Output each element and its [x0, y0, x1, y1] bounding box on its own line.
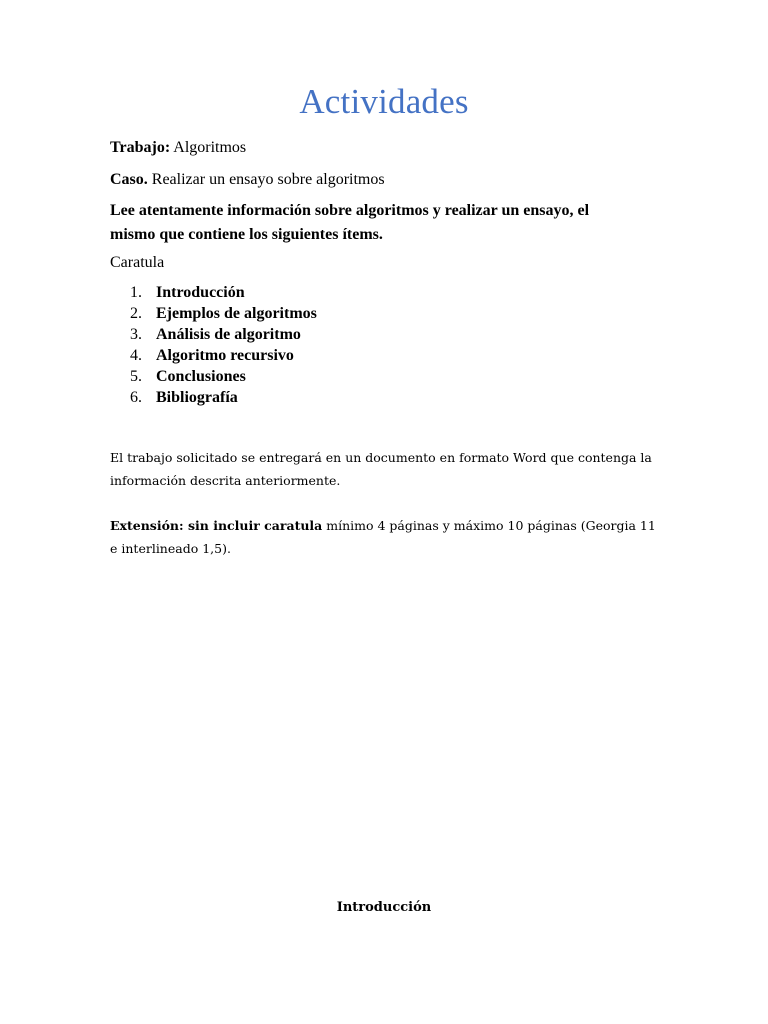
list-item	[130, 345, 530, 366]
section-heading-introduccion: Introducción	[336, 900, 432, 915]
list-item-text: Algoritmo recursivo	[156, 347, 294, 364]
list-item-text: Introducción	[156, 284, 245, 301]
trabajo-value: Algoritmos	[173, 139, 247, 156]
list-item-text: Análisis de algoritmo	[156, 326, 301, 343]
list-item-number: 3.	[130, 326, 142, 343]
trabajo-line	[110, 136, 670, 160]
list-item-text: Bibliografía	[156, 389, 238, 406]
extension-paragraph	[110, 514, 670, 560]
caratula-label: Caratula	[110, 254, 165, 271]
list-item	[130, 282, 530, 303]
caso-label: Caso.	[110, 171, 148, 188]
trabajo-label: Trabajo:	[110, 139, 171, 156]
extension-line-1-text: mínimo 4 páginas y máximo 10 páginas (Georgia 11	[322, 518, 656, 533]
instruction-line-1: Lee atentamente información sobre algoritmos y realizar un ensayo, el	[110, 202, 590, 219]
extension-label: Extensión: sin incluir caratula	[110, 518, 323, 533]
list-item	[130, 366, 530, 387]
extension-line-1	[110, 514, 670, 537]
list-item-number: 4.	[130, 347, 142, 364]
instruction-line-2: mismo que contiene los siguientes ítems.	[110, 226, 383, 243]
extension-line-2: e interlineado 1,5).	[110, 541, 231, 556]
document-title: Actividades	[299, 82, 469, 121]
instruction-paragraph	[110, 199, 670, 247]
list-item-text: Conclusiones	[156, 368, 246, 385]
delivery-line-2: información descrita anteriormente.	[110, 473, 341, 488]
list-item-number: 1.	[130, 284, 142, 301]
delivery-paragraph	[110, 446, 670, 492]
caso-line	[110, 168, 670, 192]
list-item-text: Ejemplos de algoritmos	[156, 305, 317, 322]
list-item	[130, 303, 530, 324]
items-list	[130, 282, 530, 408]
caso-value: Realizar un ensayo sobre algoritmos	[151, 171, 385, 188]
list-item	[130, 387, 530, 408]
list-item-number: 2.	[130, 305, 142, 322]
list-item-number: 5.	[130, 368, 142, 385]
delivery-line-1: El trabajo solicitado se entregará en un documento en formato Word que contenga la	[110, 450, 652, 465]
list-item	[130, 324, 530, 345]
list-item-number: 6.	[130, 389, 142, 406]
